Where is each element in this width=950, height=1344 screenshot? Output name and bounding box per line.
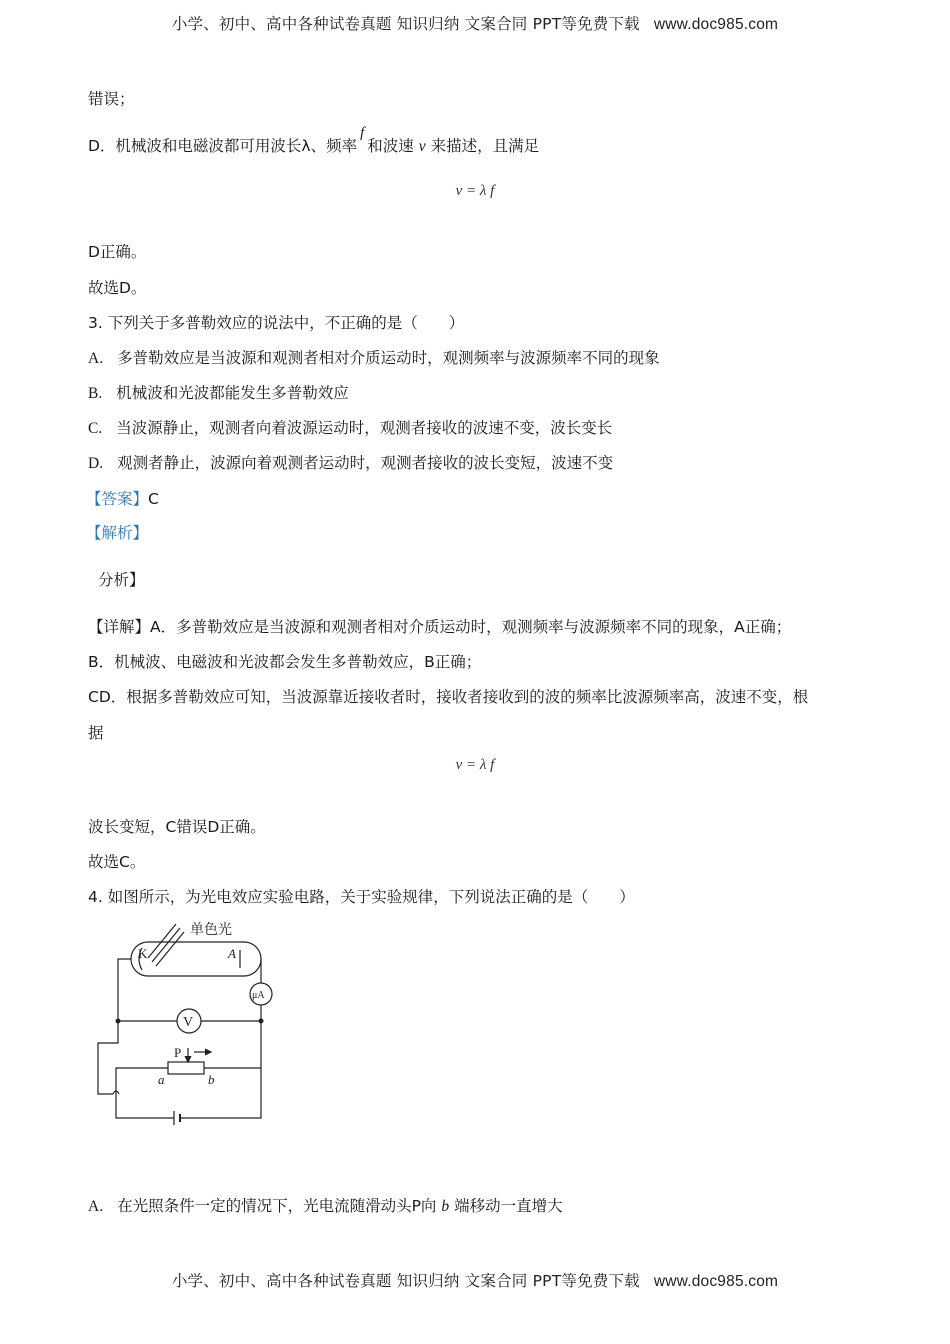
b-end-label: b xyxy=(208,1072,215,1087)
header-text: 小学、初中、高中各种试卷真题 知识归纳 文案合同 PPT等免费下载 xyxy=(171,15,640,33)
optD-part-b: 和波速 xyxy=(367,137,414,155)
detail-a: 【详解】A．多普勒效应是当波源和观测者相对介质运动时，观测频率与波源频率不同的现象，A正确； xyxy=(88,618,792,636)
phototube xyxy=(131,942,261,976)
choose-c: 故选C。 xyxy=(88,853,146,871)
analysis-sub: 分析】 xyxy=(98,571,145,589)
q3-option-b-letter: B. xyxy=(88,385,103,402)
b-end-symbol: b xyxy=(441,1198,450,1215)
error-line: 错误； xyxy=(88,90,135,108)
detail-cd: CD．根据多普勒效应可知，当波源靠近接收者时，接收者接收到的波的频率比波源频率高，波速不变，根 xyxy=(88,688,809,706)
wave-short-line: 波长变短，C错误D正确。 xyxy=(88,818,266,836)
velocity-symbol: v xyxy=(418,138,426,155)
q3-option-d-text: 观测者静止，波源向着观测者运动时，观测者接收的波长变短，波速不变 xyxy=(117,454,614,472)
footer-text: 小学、初中、高中各种试卷真题 知识归纳 文案合同 PPT等免费下载 xyxy=(171,1272,640,1290)
a-end-label: a xyxy=(158,1072,165,1087)
page-header xyxy=(0,12,950,34)
header-url[interactable]: www.doc985.com xyxy=(653,16,779,33)
detail-cd-cont: 据 xyxy=(88,724,104,742)
q3-option-a xyxy=(88,347,660,370)
q4-option-a-text-1: 在光照条件一定的情况下，光电流随滑动头P向 xyxy=(117,1197,437,1215)
choose-d: 故选D。 xyxy=(88,279,147,297)
q3-option-c xyxy=(88,417,612,440)
option-d-explanation xyxy=(88,125,540,158)
frequency-symbol: f xyxy=(360,125,365,141)
q4-option-a xyxy=(88,1195,563,1218)
detail-b: B．机械波、电磁波和光波都会发生多普勒效应，B正确； xyxy=(88,653,482,671)
answer-line xyxy=(86,488,159,510)
p-label: P xyxy=(174,1045,182,1060)
q3-option-a-text: 多普勒效应是当波源和观测者相对介质运动时，观测频率与波源频率不同的现象 xyxy=(117,349,660,367)
ammeter-label: μA xyxy=(252,990,265,1001)
page-footer xyxy=(0,1269,950,1291)
a-plate-label: A xyxy=(228,946,236,961)
photoelectric-circuit-diagram xyxy=(88,918,288,1133)
formula-wave-1: v = λ f xyxy=(455,183,495,199)
analysis-label: 【解析】 xyxy=(86,524,149,542)
q3-option-c-text: 当波源静止，观测者向着波源运动时，观测者接收的波速不变，波长变长 xyxy=(116,419,613,437)
optD-part-c: 来描述，且满足 xyxy=(430,137,540,155)
q3-option-c-letter: C. xyxy=(88,420,103,437)
d-correct: D正确。 xyxy=(88,243,147,261)
q3-option-b xyxy=(88,382,349,405)
q3-option-b-text: 机械波和光波都能发生多普勒效应 xyxy=(116,384,349,402)
q3-option-a-letter: A. xyxy=(88,350,104,367)
k-label: K xyxy=(138,946,148,961)
question-3-title: 3. 下列关于多普勒效应的说法中，不正确的是（ ） xyxy=(88,314,465,332)
q3-option-d-letter: D. xyxy=(88,455,104,472)
q4-option-a-text-2: 端移动一直增大 xyxy=(454,1197,563,1215)
q3-option-d xyxy=(88,452,613,475)
q4-option-a-letter: A. xyxy=(88,1198,104,1215)
answer-value: C xyxy=(148,490,159,508)
light-label: 单色光 xyxy=(190,923,232,938)
question-4-title: 4. 如图所示，为光电效应实验电路，关于实验规律，下列说法正确的是（ ） xyxy=(88,888,635,906)
rheostat xyxy=(168,1062,204,1074)
answer-label: 【答案】 xyxy=(86,490,149,508)
formula-wave-2: v = λ f xyxy=(455,757,495,773)
footer-url[interactable]: www.doc985.com xyxy=(653,1273,779,1290)
voltmeter-label: V xyxy=(183,1015,194,1030)
optD-part-a: D．机械波和电磁波都可用波长λ、频率 xyxy=(88,137,358,155)
